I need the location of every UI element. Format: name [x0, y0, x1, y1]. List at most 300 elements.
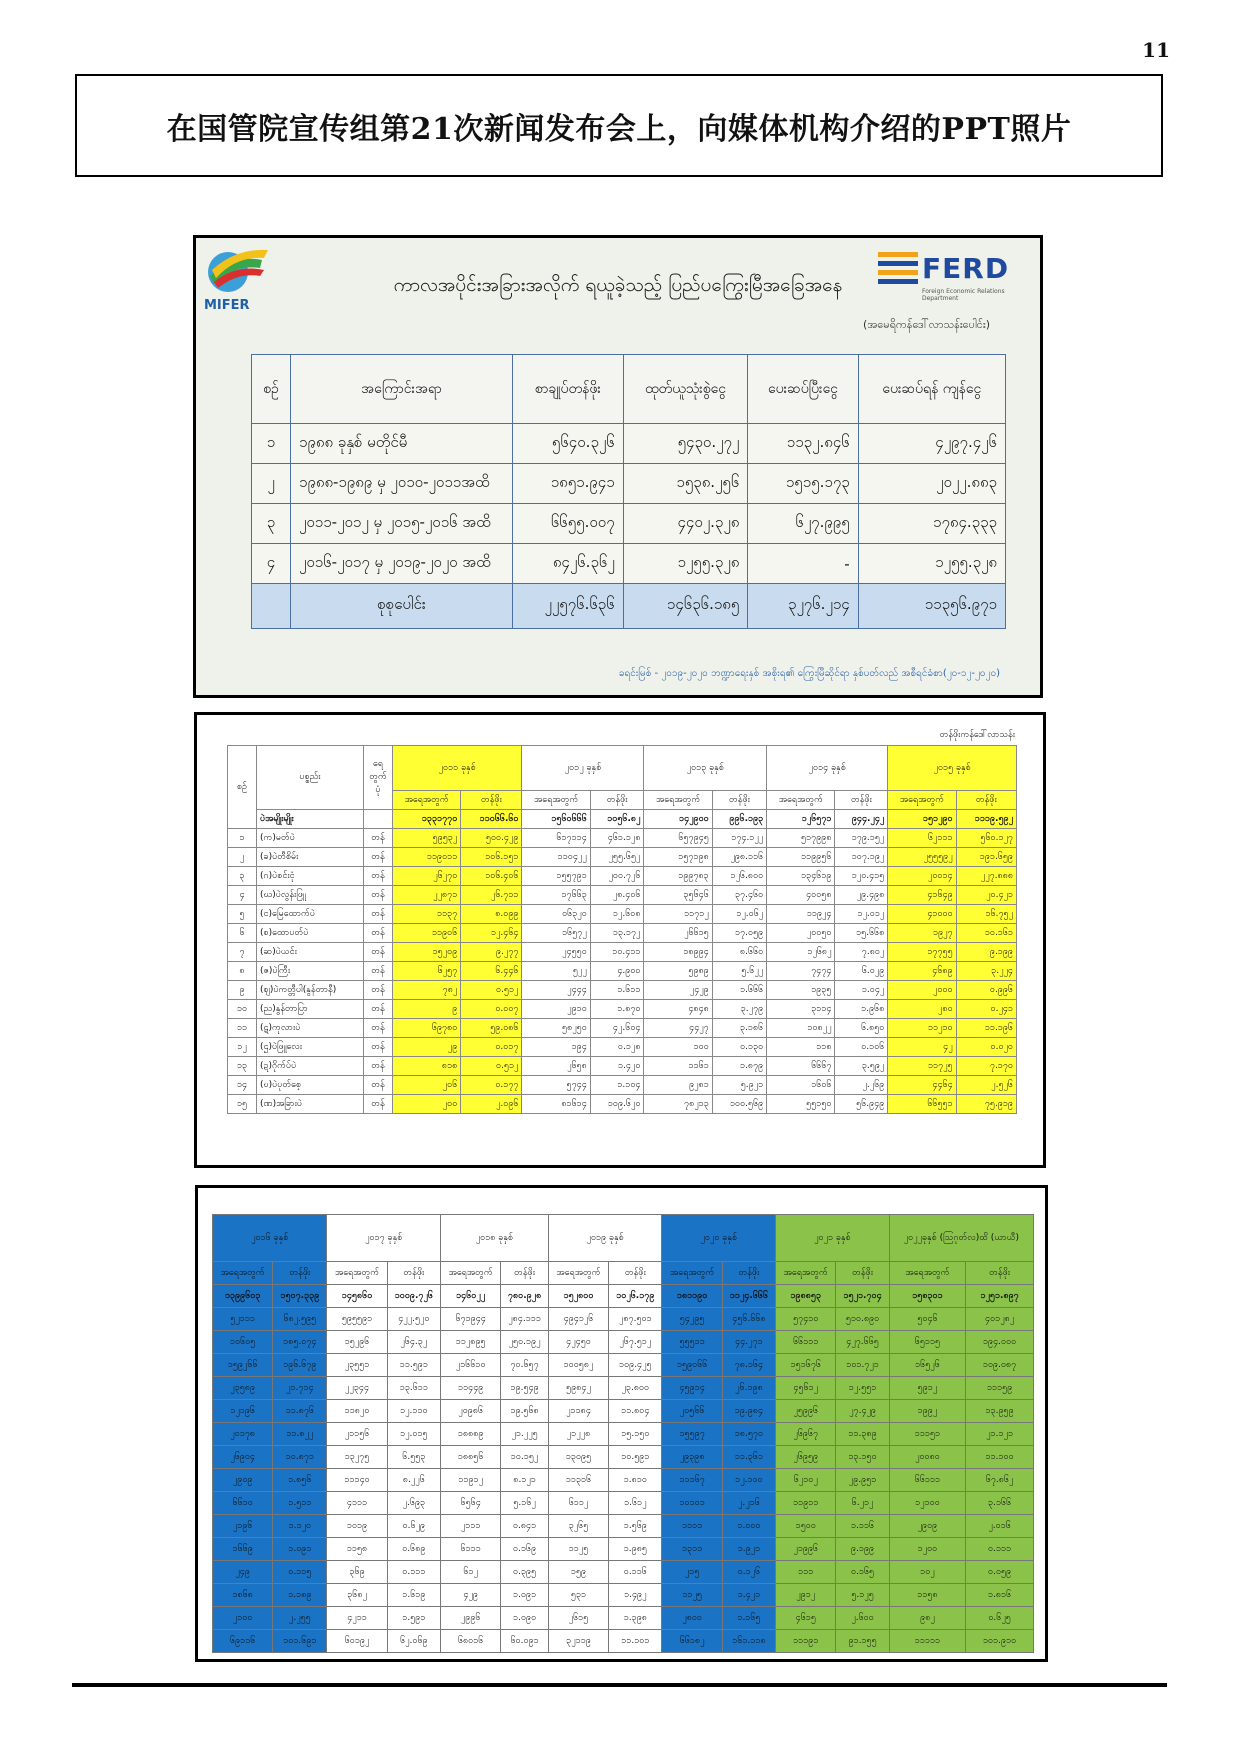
total-label: ပဲအမျိုးမျိုး [257, 810, 364, 829]
page-number: 11 [1142, 38, 1170, 62]
value-header: တန်ဖိုး [501, 1262, 549, 1285]
total-cell: ၁၂၆၅၇၁ [767, 810, 835, 829]
table-cell: ၄၂၄၅၀ [548, 1331, 608, 1354]
table-cell: တန် [364, 924, 393, 943]
table-cell: ၂၆.၇၁၁ [461, 886, 522, 905]
table-cell: ၁.၄၂၀ [590, 1057, 644, 1076]
table-cell: ၁.၁၆၅ [722, 1607, 775, 1630]
table-cell: ၁.၅၉၁ [387, 1607, 440, 1630]
table-row [228, 943, 1017, 962]
table-row [213, 1561, 1034, 1584]
table-cell: ၂၀၉၈၆ [441, 1400, 501, 1423]
debt-table [251, 354, 1006, 629]
table-cell: ၄၆၁.၁၂၈ [590, 829, 644, 848]
table-cell: တန် [364, 1019, 393, 1038]
table-cell: (ည)နွန်တာပြာ [257, 1000, 364, 1019]
table-cell: ၂.၀၁၆ [966, 1515, 1034, 1538]
table-cell: ၁.၈၁၆ [966, 1584, 1034, 1607]
qty-header: အရေအတွက် [644, 791, 712, 810]
table-cell: ၄၂၉ [441, 1584, 501, 1607]
table-cell: ၂၉၁၀ [522, 1000, 590, 1019]
table-cell: ၁၇၄.၁၂၂ [712, 829, 766, 848]
table-cell: ၂၁၉၆ [213, 1515, 273, 1538]
table-cell: ၅၉၅၅၉၁ [327, 1308, 387, 1331]
table-cell: ၅၉၁၂ [889, 1377, 965, 1400]
table-cell: ၇၈၂ [393, 981, 461, 1000]
total-cell: ၁၄၂၉၀၀ [644, 810, 712, 829]
header-subject: အကြောင်းအရာ [291, 355, 513, 424]
table-cell: ၀.၁၆၉ [501, 1538, 549, 1561]
year-header: ၂၀၁၅ ခုနှစ် [888, 746, 1017, 791]
table-cell: (ခ)ပဲတီစိမ်း [257, 848, 364, 867]
qty-header: အရေအတွက် [393, 791, 461, 810]
table-cell: ၄၆၁၅ [776, 1607, 836, 1630]
table-cell: ၁၅၀၀ [776, 1515, 836, 1538]
table-cell: ၄၂၁၁ [327, 1607, 387, 1630]
table-cell: ၁၀၇.၁၉၂ [835, 848, 888, 867]
table-cell: ၁.၉၈၅ [609, 1538, 662, 1561]
table-cell: ၁၀၉.၀၈၇ [966, 1354, 1034, 1377]
table-cell: ၅၂၁၁၁ [213, 1308, 273, 1331]
table-cell: ၃၂၆၅ [548, 1515, 608, 1538]
table-cell: ၄၉၄၁၂၆ [548, 1308, 608, 1331]
qty-header: အရေအတွက် [213, 1262, 273, 1285]
mifer-logo-text: MIFER [204, 298, 250, 313]
table-cell: ၀.၁၃၀ [712, 1038, 766, 1057]
table-cell: ၂၅၉၉၆ [776, 1400, 836, 1423]
table-cell: ၆.၀၂၉ [835, 962, 888, 981]
value-header: တန်ဖိုး [609, 1262, 662, 1285]
table-cell: တန် [364, 962, 393, 981]
table-cell: ၆၂၁၀၂ [776, 1469, 836, 1492]
table-cell: ၆၂.၀၆၉ [387, 1630, 440, 1653]
header-outstanding: ပေးဆပ်ရန် ကျန်ငွေ [858, 355, 1005, 424]
table-cell: ၂၀၀.၇၂၆ [590, 867, 644, 886]
table-cell: ၀.၆၂၉ [387, 1515, 440, 1538]
table-cell: ၄၀၀၅၈ [767, 886, 835, 905]
table-cell: ၁၇၇၅၅ [888, 943, 956, 962]
table-cell: ၁၁.၈၂၂ [273, 1423, 327, 1446]
table-cell: ၁.၀၀၀ [722, 1515, 775, 1538]
total-cell: ၁၃၃၁၇၇၀ [393, 810, 461, 829]
year-header: ၂၀၁၉ ခုနှစ် [548, 1215, 662, 1262]
table-cell: ၁၁၂၅ [548, 1538, 608, 1561]
table-cell: ၆၁၇၁၁၄ [522, 829, 590, 848]
table-cell: ၂၀၂၂.၈၈၃ [858, 464, 1005, 504]
table-cell: ၁၁.၅၉၁ [387, 1354, 440, 1377]
table-cell: ၂.၂၆၉ [835, 1076, 888, 1095]
table-cell: ၈၄၂၆.၃၆၂ [513, 544, 624, 584]
table-cell: ၁၁.၃၆၁ [722, 1446, 775, 1469]
table-cell: ၁၀.၄၁၁ [590, 943, 644, 962]
table-cell: ၂၄၅၅၀ [522, 943, 590, 962]
table-cell: ၁၁.၁၀၁ [609, 1630, 662, 1653]
table-cell: ၃.၅၉၂ [835, 1057, 888, 1076]
table-cell: ၃၁၁၄ [767, 1000, 835, 1019]
table-row [213, 1331, 1034, 1354]
table-cell: ၁၉၄ [522, 1038, 590, 1057]
table-cell: ၁၈၅.၀၇၄ [273, 1331, 327, 1354]
table-row [228, 1076, 1017, 1095]
table-row [228, 1057, 1017, 1076]
table-cell: ၀.၀၀၇ [461, 1000, 522, 1019]
table-cell: ၁၂.၁၁၀ [387, 1400, 440, 1423]
table-cell: ၁၁၇၁၂ [644, 905, 712, 924]
table-row [213, 1630, 1034, 1653]
table-cell: ၁.၆၆၆ [712, 981, 766, 1000]
table-cell: ၃၅၆၄၆ [644, 886, 712, 905]
table-cell: ၀.၁၆၅ [836, 1561, 889, 1584]
table-cell: ၂၆.၁၉၈ [722, 1377, 775, 1400]
total-cell: ၁၁၁၉.၅၉၂ [956, 810, 1016, 829]
table-cell: ၁၁၁၁ [662, 1515, 722, 1538]
table-cell: ၉၈၂ [889, 1607, 965, 1630]
table-cell: ၁၀၈၂၂ [767, 1019, 835, 1038]
table-cell: ၁၇.၀၅၉ [712, 924, 766, 943]
table-cell: ၃ [252, 504, 291, 544]
table-cell: ၂၉၉၆ [441, 1607, 501, 1630]
value-header: တန်ဖိုး [712, 791, 766, 810]
table-cell: ၄၅၆၁၂ [776, 1377, 836, 1400]
table-cell: တန် [364, 1076, 393, 1095]
table-cell: ၁၅၁၆၇၆ [776, 1354, 836, 1377]
table-cell: ၃၆၉ [327, 1561, 387, 1584]
table-row [213, 1354, 1034, 1377]
table-cell: ၂၈၀၀ [662, 1607, 722, 1630]
table-cell: ၄ [252, 544, 291, 584]
table-cell: ၆၇၁၉၄၄ [441, 1308, 501, 1331]
table-cell: ၁၀၁.၆၉၁ [273, 1630, 327, 1653]
qty-header: အရေအတွက် [889, 1262, 965, 1285]
table-cell: ၁၇၉.၁၅၂ [835, 829, 888, 848]
table-cell: ၅၉.၀၈၆ [461, 1019, 522, 1038]
table-cell: ၄၁၁၁ [327, 1492, 387, 1515]
title-box [75, 74, 1163, 177]
table-cell: ၁၀.၅၉၁ [609, 1446, 662, 1469]
table-cell: ၀.၁၁၁ [966, 1538, 1034, 1561]
table-row [228, 1095, 1017, 1114]
qty-header: အရေအတွက် [327, 1262, 387, 1285]
table-cell: ၂၉.၉၅၁ [836, 1469, 889, 1492]
table-cell: ၁၅၇၁၉၈ [644, 848, 712, 867]
pulses-table-2011-2015 [227, 745, 1017, 1114]
table-cell: ၁၆၀၆ [767, 1076, 835, 1095]
table-cell: ၂၁.၇၁၄ [273, 1377, 327, 1400]
table-cell: ၅၃၁ [548, 1584, 608, 1607]
table-cell: တန် [364, 943, 393, 962]
table-cell: - [748, 544, 858, 584]
table-cell: ၁၁၂၁၀ [888, 1019, 956, 1038]
table-cell: (ဈ)ပဲကတ္တီပါ(နွန်တာနီ) [257, 981, 364, 1000]
table-row [228, 1000, 1017, 1019]
table-cell: ၁၂၁၉၆ [213, 1400, 273, 1423]
table-cell: ၁၈၅၁.၉၄၁ [513, 464, 624, 504]
table-cell: ၁၀၁.၇၂၁ [836, 1354, 889, 1377]
table-row [213, 1538, 1034, 1561]
table-cell: ၁၃.၉၅၉ [966, 1400, 1034, 1423]
table-cell: ၁.၄၉၂ [609, 1584, 662, 1607]
table-cell: ၂၂၇.၈၈၈ [956, 867, 1016, 886]
table-cell: ၈ [228, 962, 257, 981]
total-cell: ၉၄၄.၂၄၂ [835, 810, 888, 829]
table-row [228, 848, 1017, 867]
table-cell: ၁၁.၁၀၀ [966, 1446, 1034, 1469]
table-cell: ၆၉၇၈၀ [393, 1019, 461, 1038]
table-row [213, 1515, 1034, 1538]
table-cell: ၉ [393, 1000, 461, 1019]
total-cell: ၁၀၅၆.၈၂ [590, 810, 644, 829]
table-cell: ၄၆၈၉ [888, 962, 956, 981]
slide1-title: ကာလအပိုင်းအခြားအလိုက် ရယူခဲ့သည့် ပြည်ပကြွေးမြီအခြေအနေ [393, 274, 843, 296]
table-cell: ၅၇၄၄ [522, 1076, 590, 1095]
table-cell: ၇၄၇၄ [767, 962, 835, 981]
table-cell: ၀.၁၁၆ [609, 1561, 662, 1584]
table-cell: ၂၄၂၉ [644, 981, 712, 1000]
table-cell: ၁.၀၉၁ [273, 1538, 327, 1561]
table-cell: ၀.၀၁၇ [461, 1038, 522, 1057]
table-row [252, 544, 1006, 584]
table-cell: ၅၆၄၀.၃၂၆ [513, 424, 624, 464]
table-row [228, 905, 1017, 924]
table-cell: ၂၉ [393, 1038, 461, 1057]
table-cell: ၄၁၆၄၉ [888, 886, 956, 905]
table-cell: ၁၀ [228, 1000, 257, 1019]
table-row [228, 1038, 1017, 1057]
table-row [213, 1377, 1034, 1400]
table-cell: ၂၆၅၈ [522, 1057, 590, 1076]
table-cell: ၁၁၃၂.၈၄၆ [748, 424, 858, 464]
table-row [213, 1492, 1034, 1515]
table-cell: ၁၀၁.၉၁၀ [966, 1630, 1034, 1653]
table-cell: ၆၉၁၁၆ [213, 1630, 273, 1653]
header-unit: ရေ တွက် ပုံ [364, 746, 393, 810]
table-cell: ၁၉၂၇ [888, 924, 956, 943]
table-cell: ၁၂၅၅.၃၂၈ [623, 544, 748, 584]
table-cell: ၁၂ [228, 1038, 257, 1057]
table-cell: ၆.၈၅၀ [835, 1019, 888, 1038]
table-cell: (ဌ)ပဲဖြူလေး [257, 1038, 364, 1057]
table-cell: ၁၁၂၈၉၅ [441, 1331, 501, 1354]
table-cell: ၆၈၂.၅၉၅ [273, 1308, 327, 1331]
table-row [228, 962, 1017, 981]
table-cell: ၀.၀၂၀ [956, 1038, 1016, 1057]
table-cell: (ဃ)ပဲလွန်းဖြူ [257, 886, 364, 905]
table-cell: ၁၃၂၇၅ [327, 1446, 387, 1469]
table-cell: ၄၄၂၇ [644, 1019, 712, 1038]
table-cell: ၂၁.၁၂၁ [966, 1423, 1034, 1446]
table-cell: (က)မတ်ပဲ [257, 829, 364, 848]
year-header: ၂၀၁၂ ခုနှစ် [522, 746, 644, 791]
table-cell: ၁၃၁၁ [662, 1538, 722, 1561]
qty-header: အရေအတွက် [441, 1262, 501, 1285]
table-cell: ၂၀၀၀ [888, 981, 956, 1000]
table-cell: ၉၁.၁၅၅ [836, 1630, 889, 1653]
value-header: တန်ဖိုး [461, 791, 522, 810]
year-header: ၂၀၁၈ ခုနှစ် [441, 1215, 549, 1262]
table-cell: ၆၅၇၉၄၅ [644, 829, 712, 848]
table-cell: ၃.၁၆၆ [966, 1492, 1034, 1515]
table-cell: ၃.၂၇၉ [712, 1000, 766, 1019]
table-cell: ၄၄၀၂.၃၂၈ [623, 504, 748, 544]
table-cell: ၁၂၆.၈၀၀ [712, 867, 766, 886]
table-cell: ၅၇၄၁၀ [776, 1308, 836, 1331]
slide1-source: ခရင်းမြစ် - ၂၀၁၉-၂၀၂၀ ဘဏ္ဍာရေးနှစ် အစိုးရ၏ ကြွေးမြီဆိုင်ရာ နှစ်ပတ်လည် အစီရင်ခံစာ(၂၀-၁၂-၂၀၂၀) [618, 668, 1000, 679]
table-cell: ၂၀၁၇၈ [213, 1423, 273, 1446]
table-cell: ၆၈၀၁၆ [441, 1630, 501, 1653]
table-cell: ၁.၅၆၉ [609, 1515, 662, 1538]
table-cell: ၈၁၈ [393, 1057, 461, 1076]
table-cell: ၄၂၇.၆၆၅ [836, 1331, 889, 1354]
table-cell: ၁၉၈၈-၁၉၈၉ မှ ၂၀၁၀-၂၀၁၁အထိ [291, 464, 513, 504]
table-cell: ၁၁၉၀၁၁ [393, 848, 461, 867]
table-cell: ၂၀၀ [393, 1095, 461, 1114]
table-cell: ၀.၁၂၆ [722, 1561, 775, 1584]
table-cell: (ဏ)အခြားပဲ [257, 1095, 364, 1114]
table-cell: ၁၀.၁၅၂ [501, 1446, 549, 1469]
table-cell: ၅၈၂၅၀ [522, 1019, 590, 1038]
table-row [213, 1308, 1034, 1331]
table-cell: ၂၃၅၈၉ [213, 1377, 273, 1400]
table-cell: ၁၀၁၀၁ [662, 1492, 722, 1515]
total-cell: ၁၃၉၉၆၀၃ [213, 1285, 273, 1308]
table-cell: ၁၉၉၇၈၃ [644, 867, 712, 886]
header-disbursed: ထုတ်ယူသုံးစွဲငွေ [623, 355, 748, 424]
table-cell: ၂ [252, 464, 291, 504]
table-cell: ၂၉.၄၉၈ [835, 886, 888, 905]
table-cell: ၆၁၁၁ [441, 1538, 501, 1561]
table-cell: ၁၂.၅၅၁ [836, 1377, 889, 1400]
table-cell: ၁၁၆၁ [644, 1057, 712, 1076]
table-cell: ၁၆၅၇၂ [522, 924, 590, 943]
table-row [213, 1607, 1034, 1630]
table-cell: (င)မြေထောက်ပဲ [257, 905, 364, 924]
page-title: 在国管院宣传组第21次新闻发布会上，向媒体机构介绍的PPT照片 [166, 111, 1072, 147]
table-cell: ၂.၂၅၅ [273, 1607, 327, 1630]
total-cell: ၁၀၂၆.၁၇၉ [609, 1285, 662, 1308]
table-cell: ၂၄၉ [213, 1561, 273, 1584]
table-cell: ၁၂.၀၆၂ [712, 905, 766, 924]
table-cell: ၁၅.၆၆၈ [835, 924, 888, 943]
table-cell: ၁၈၈၈၉ [441, 1423, 501, 1446]
table-cell: ၁၉.၅၄၉ [501, 1377, 549, 1400]
table-cell: ၇.၈၀၂ [835, 943, 888, 962]
table-row [228, 886, 1017, 905]
total-cell: ၁၄၅၈၆၀ [327, 1285, 387, 1308]
table-cell: ၁၅၅၉၇ [662, 1423, 722, 1446]
qty-header: အရေအတွက် [888, 791, 956, 810]
table-cell: ၈.၂၂၆ [387, 1469, 440, 1492]
table-cell: တန် [364, 905, 393, 924]
total-cell: ၁၄၆၃၆.၁၈၅ [623, 584, 748, 629]
table-cell: ၁၁၉၀၆ [393, 924, 461, 943]
year-header: ၂၀၁၆ ခုနှစ် [213, 1215, 327, 1262]
total-cell: ၁၂၅၁.၈၉၇ [966, 1285, 1034, 1308]
table-cell: ၅၆၀.၁၂၇ [956, 829, 1016, 848]
table-cell: ၂၉၈.၁၁၆ [712, 848, 766, 867]
table-cell: ၁၀၆.၁၅၁ [461, 848, 522, 867]
table-cell: ၁၈၆၈ [213, 1584, 273, 1607]
total-cell: ၁၄၆၀၂၂ [441, 1285, 501, 1308]
table-cell: ၁.၉၂၁ [722, 1538, 775, 1561]
table-cell: တန် [364, 867, 393, 886]
table-cell: ၂၆၄.၃၂ [387, 1331, 440, 1354]
qty-header: အရေအတွက် [776, 1262, 836, 1285]
table-cell: ၂၈.၄၀၆ [590, 886, 644, 905]
table-cell: ၅၉၈၉ [644, 962, 712, 981]
table-row [213, 1469, 1034, 1492]
table-cell: ၁၁၉၉၅၆ [767, 848, 835, 867]
table-cell: ၂.၅၂၆ [956, 1076, 1016, 1095]
table-cell: ၂.၆၀၀ [836, 1607, 889, 1630]
table-cell: ၇၀.၆၅၇ [501, 1354, 549, 1377]
table-cell: ၆၆၅၅၁ [888, 1095, 956, 1114]
table-cell: ၁၅၁၅.၁၇၃ [748, 464, 858, 504]
qty-header: အရေအတွက် [767, 791, 835, 810]
table-cell: ၄၁၀၀၀ [888, 905, 956, 924]
table-cell: ၁၆၆၉ [213, 1538, 273, 1561]
table-cell: ၁၇၆၆၃ [522, 886, 590, 905]
table-cell: ၃၇.၄၆၀ [712, 886, 766, 905]
total-cell: ၁၀၀၉.၇၂၆ [387, 1285, 440, 1308]
table-row [228, 1019, 1017, 1038]
table-cell: ၁၆၁.၁၁၈ [722, 1630, 775, 1653]
table-cell: ၉.၁၉၉ [836, 1538, 889, 1561]
table-cell: ၂၀၀၈၀ [889, 1446, 965, 1469]
table-cell: ၇၅.၉၁၉ [956, 1095, 1016, 1114]
table-cell: ၁၂၁၀၀ [889, 1492, 965, 1515]
value-header: တန်ဖိုး [387, 1262, 440, 1285]
table-cell: ၁.၆၁၁ [590, 981, 644, 1000]
table-cell: ၂၆၇.၅၁၂ [609, 1331, 662, 1354]
table-cell: ၁၅၉ [548, 1561, 608, 1584]
table-cell: ၆ [228, 924, 257, 943]
table-cell: ၄၂၂.၅၂၀ [387, 1308, 440, 1331]
table-cell: ၂၀၅၆၆ [662, 1400, 722, 1423]
table-cell: ၁၂၅၅.၃၂၈ [858, 544, 1005, 584]
table-cell: ၁.၁၀၄ [590, 1076, 644, 1095]
table-cell: ၁၀၆၀၅ [213, 1331, 273, 1354]
year-header: ၂၀၁၄ ခုနှစ် [767, 746, 888, 791]
table-cell: ၁၁၅၈ [327, 1538, 387, 1561]
table-row [213, 1446, 1034, 1469]
table-row [213, 1584, 1034, 1607]
table-cell: ၁၀.၈၇၁ [273, 1446, 327, 1469]
value-header: တန်ဖိုး [966, 1262, 1034, 1285]
table-cell: ၂၀.၄၂၁ [956, 886, 1016, 905]
table-cell: ၅.၁၂၅ [836, 1584, 889, 1607]
table-cell: ၅၀၄၆ [889, 1308, 965, 1331]
slide2-unit: တန်ဖိုးကန်ဒေါ်လာသန်း [939, 730, 1015, 740]
table-cell: ၁၃.၁၇၂ [590, 924, 644, 943]
table-cell: ၀၆၃၂၀ [522, 905, 590, 924]
table-cell: ၁၁၁၅၁ [889, 1423, 965, 1446]
header-item: ပစ္စည်း [257, 746, 364, 810]
table-cell: ၅.၁၆၂ [501, 1492, 549, 1515]
year-header: ၂၀၁၇ ခုနှစ် [327, 1215, 441, 1262]
table-row [228, 981, 1017, 1000]
table-cell: ၉ [228, 981, 257, 1000]
table-cell: ၁၉၉၂ [889, 1400, 965, 1423]
table-cell: ၃ [228, 867, 257, 886]
table-cell: ၄ [228, 886, 257, 905]
table-cell: ၁၅၅၇၉၁ [522, 867, 590, 886]
table-cell: ၂၁၁၅၆ [327, 1423, 387, 1446]
pulses-export-slide-2011-2015 [194, 712, 1046, 1168]
table-cell: ၁၀၂ [889, 1561, 965, 1584]
table-cell: ၂၆၆၁၅ [644, 924, 712, 943]
value-header: တန်ဖိုး [835, 791, 888, 810]
table-cell: ၆၅၁၁၅ [889, 1331, 965, 1354]
